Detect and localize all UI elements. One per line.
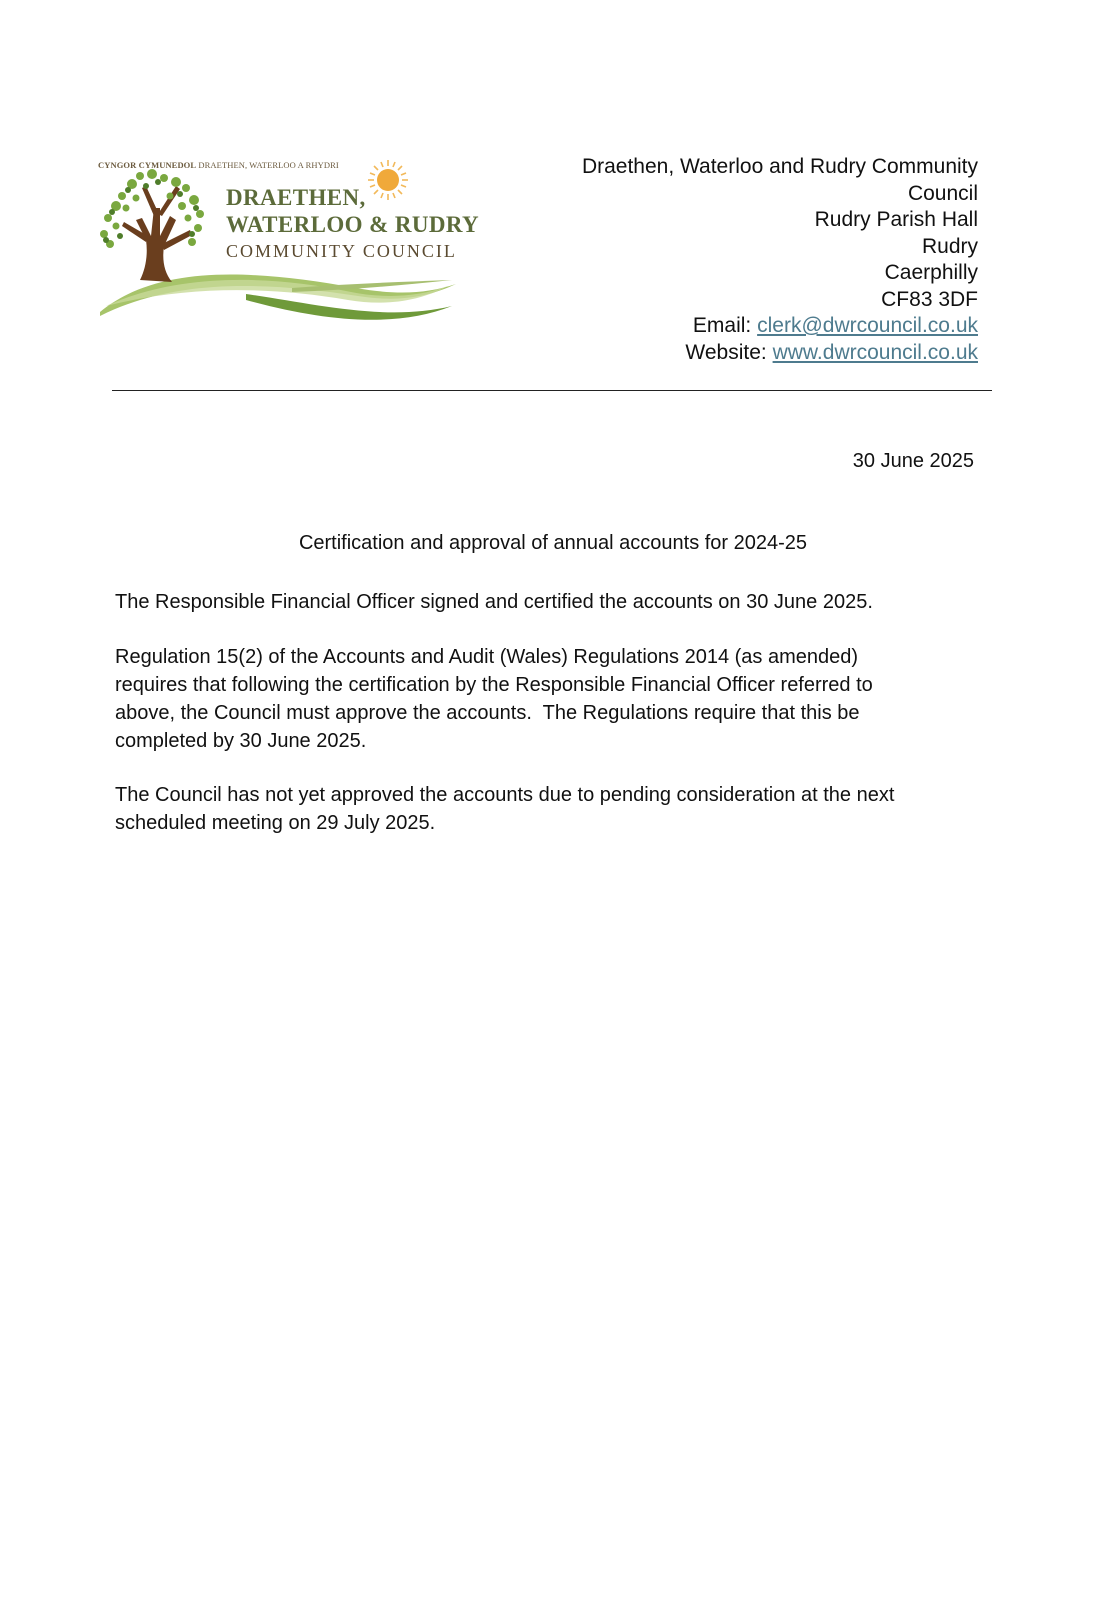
logo-welsh-bold: CYNGOR CYMUNEDOL	[98, 160, 197, 170]
logo-title-line1: DRAETHEN,	[226, 185, 366, 210]
paragraph-line: Regulation 15(2) of the Accounts and Audit (Wales) Regulations 2014 (as amended)	[115, 646, 859, 668]
letter-date: 30 June 2025	[852, 450, 974, 472]
paragraph-1	[115, 588, 995, 616]
logo-title-line2: WATERLOO & RUDRY	[226, 212, 480, 237]
address-line: Rudry	[921, 234, 978, 258]
paragraph-line: The Responsible Financial Officer signed and certified the accounts on 30 June 2025.	[115, 591, 873, 613]
logo-subtitle: COMMUNITY COUNCIL	[226, 241, 457, 261]
website-label: Website:	[685, 340, 767, 364]
website-link[interactable]: www.dwrcouncil.co.uk	[772, 340, 978, 364]
council-logo	[96, 156, 496, 336]
paragraph-2	[115, 643, 995, 755]
paragraph-line: requires that following the certification by the Responsible Financial Officer referred to	[115, 674, 873, 696]
paragraph-line: scheduled meeting on 29 July 2025.	[115, 812, 436, 834]
logo-welsh-rest: DRAETHEN, WATERLOO A RHYDRI	[198, 160, 339, 170]
email-line	[528, 313, 978, 340]
paragraph-line: The Council has not yet approved the accounts due to pending consideration at the next	[115, 784, 895, 806]
address-line: Draethen, Waterloo and Rudry Community	[581, 155, 978, 178]
address-line: Rudry Parish Hall	[814, 208, 978, 231]
header-divider	[112, 390, 992, 391]
letter-heading: Certification and approval of annual accounts for 2024-25	[298, 532, 808, 554]
logo-welsh-name	[98, 160, 339, 170]
paragraph-3	[115, 781, 995, 837]
address-line: Caerphilly	[884, 261, 978, 284]
address-line: CF83 3DF	[881, 287, 978, 311]
paragraph-line: completed by 30 June 2025.	[115, 730, 367, 752]
address-line: Council	[907, 181, 978, 205]
website-line	[528, 340, 978, 367]
logo-title	[226, 184, 496, 238]
email-link[interactable]: clerk@dwrcouncil.co.uk	[757, 314, 978, 337]
email-label: Email:	[692, 314, 752, 337]
address-block	[528, 154, 978, 366]
paragraph-line: above, the Council must approve the accounts. The Regulations require that this be	[115, 702, 860, 724]
